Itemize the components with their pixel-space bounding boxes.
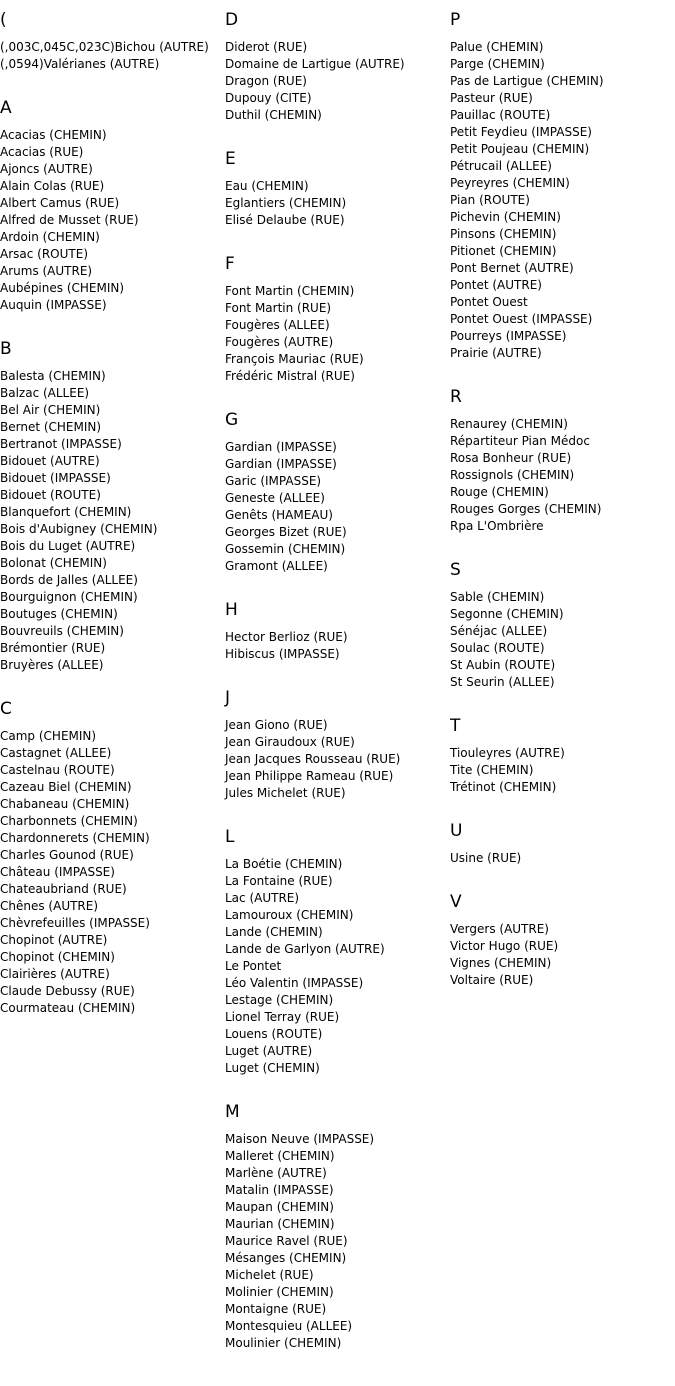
street-link[interactable]: Pichevin (CHEMIN): [450, 210, 561, 224]
street-link[interactable]: Genêts (HAMEAU): [225, 508, 333, 522]
street-link[interactable]: François Mauriac (RUE): [225, 352, 364, 366]
street-link[interactable]: Maurice Ravel (RUE): [225, 1234, 348, 1248]
street-link[interactable]: Pasteur (RUE): [450, 91, 533, 105]
street-link[interactable]: Prairie (AUTRE): [450, 346, 542, 360]
street-link[interactable]: Georges Bizet (RUE): [225, 525, 347, 539]
section-letter-heading: F: [225, 254, 235, 274]
street-link[interactable]: Michelet (RUE): [225, 1268, 314, 1282]
section-letter-heading: (: [0, 10, 7, 30]
letter-section: [225, 253, 450, 385]
street-link[interactable]: Tiouleyres (AUTRE): [450, 746, 565, 760]
street-link[interactable]: Alfred de Musset (RUE): [0, 213, 139, 227]
section-letter-heading: T: [450, 716, 461, 736]
street-link[interactable]: Ardoin (CHEMIN): [0, 230, 100, 244]
section-letter-heading: V: [450, 892, 462, 912]
street-link[interactable]: Pont Bernet (AUTRE): [450, 261, 574, 275]
street-link[interactable]: Usine (RUE): [450, 851, 522, 865]
letter-section: [450, 9, 675, 362]
street-link[interactable]: Charbonnets (CHEMIN): [0, 814, 138, 828]
street-link[interactable]: Geneste (ALLEE): [225, 491, 325, 505]
index-column-3: [450, 9, 675, 1013]
street-link[interactable]: Bel Air (CHEMIN): [0, 403, 101, 417]
street-link[interactable]: Courmateau (CHEMIN): [0, 1001, 136, 1015]
street-link[interactable]: Dragon (RUE): [225, 74, 307, 88]
letter-section: [0, 9, 225, 73]
street-link[interactable]: Bidouet (ROUTE): [0, 488, 101, 502]
street-link[interactable]: Font Martin (RUE): [225, 301, 332, 315]
street-link[interactable]: Maupan (CHEMIN): [225, 1200, 334, 1214]
street-link[interactable]: Hibiscus (IMPASSE): [225, 647, 340, 661]
street-link[interactable]: Ajoncs (AUTRE): [0, 162, 93, 176]
street-link[interactable]: Fougères (ALLEE): [225, 318, 330, 332]
street-link[interactable]: Chabaneau (CHEMIN): [0, 797, 130, 811]
street-link[interactable]: La Fontaine (RUE): [225, 874, 333, 888]
street-link[interactable]: Brémontier (RUE): [0, 641, 106, 655]
street-link[interactable]: Boutuges (CHEMIN): [0, 607, 118, 621]
street-link[interactable]: Claude Debussy (RUE): [0, 984, 135, 998]
street-link[interactable]: Luget (AUTRE): [225, 1044, 313, 1058]
street-link[interactable]: La Boétie (CHEMIN): [225, 857, 343, 871]
section-letter-heading: B: [0, 339, 12, 359]
street-link[interactable]: Soulac (ROUTE): [450, 641, 545, 655]
street-link[interactable]: Gramont (ALLEE): [225, 559, 328, 573]
street-link[interactable]: Maurian (CHEMIN): [225, 1217, 335, 1231]
street-link[interactable]: Rosa Bonheur (RUE): [450, 451, 572, 465]
street-link[interactable]: Castagnet (ALLEE): [0, 746, 112, 760]
street-link[interactable]: Victor Hugo (RUE): [450, 939, 559, 953]
letter-section: [450, 559, 675, 691]
street-link[interactable]: Palue (CHEMIN): [450, 40, 544, 54]
street-link[interactable]: Trétinot (CHEMIN): [450, 780, 557, 794]
section-letter-heading: R: [450, 387, 462, 407]
street-link[interactable]: Eau (CHEMIN): [225, 179, 309, 193]
street-link[interactable]: Pétrucail (ALLEE): [450, 159, 552, 173]
street-link[interactable]: Léo Valentin (IMPASSE): [225, 976, 364, 990]
street-link[interactable]: Pauillac (ROUTE): [450, 108, 551, 122]
section-letter-heading: M: [225, 1102, 240, 1122]
section-letter-heading: S: [450, 560, 461, 580]
street-link[interactable]: Jean Philippe Rameau (RUE): [225, 769, 394, 783]
street-link[interactable]: Lionel Terray (RUE): [225, 1010, 340, 1024]
street-link[interactable]: Voltaire (RUE): [450, 973, 534, 987]
street-link[interactable]: Gossemin (CHEMIN): [225, 542, 346, 556]
street-link[interactable]: Pontet Ouest: [450, 295, 528, 309]
letter-section: [225, 826, 450, 1077]
street-link[interactable]: Auquin (IMPASSE): [0, 298, 107, 312]
street-link[interactable]: Chateaubriand (RUE): [0, 882, 127, 896]
index-column-2: [225, 9, 450, 1376]
street-link[interactable]: Clairières (AUTRE): [0, 967, 110, 981]
street-link[interactable]: (,003C,045C,023C)Bichou (AUTRE): [0, 40, 209, 54]
street-link[interactable]: Chopinot (AUTRE): [0, 933, 108, 947]
section-letter-heading: J: [225, 688, 231, 708]
section-letter-heading: G: [225, 410, 239, 430]
street-link[interactable]: Sénéjac (ALLEE): [450, 624, 548, 638]
street-link[interactable]: Arsac (ROUTE): [0, 247, 89, 261]
street-link[interactable]: Bords de Jalles (ALLEE): [0, 573, 138, 587]
street-link[interactable]: Pitionet (CHEMIN): [450, 244, 557, 258]
section-letter-heading: L: [225, 827, 235, 847]
street-link[interactable]: St Seurin (ALLEE): [450, 675, 555, 689]
street-link[interactable]: Balzac (ALLEE): [0, 386, 90, 400]
street-link[interactable]: Répartiteur Pian Médoc: [450, 434, 590, 448]
letter-section: [450, 386, 675, 535]
street-link[interactable]: Alain Colas (RUE): [0, 179, 105, 193]
street-link[interactable]: Vergers (AUTRE): [450, 922, 549, 936]
street-link[interactable]: Arums (AUTRE): [0, 264, 93, 278]
street-link[interactable]: Bouvreuils (CHEMIN): [0, 624, 124, 638]
street-link[interactable]: Pontet Ouest (IMPASSE): [450, 312, 593, 326]
street-link[interactable]: Lamouroux (CHEMIN): [225, 908, 354, 922]
street-link[interactable]: Chèvrefeuilles (IMPASSE): [0, 916, 150, 930]
street-link[interactable]: Pinsons (CHEMIN): [450, 227, 557, 241]
street-link[interactable]: Acacias (RUE): [0, 145, 84, 159]
street-link[interactable]: Frédéric Mistral (RUE): [225, 369, 355, 383]
street-link[interactable]: Bertranot (IMPASSE): [0, 437, 122, 451]
street-link[interactable]: Maison Neuve (IMPASSE): [225, 1132, 375, 1146]
section-letter-heading: E: [225, 149, 236, 169]
section-letter-heading: H: [225, 600, 238, 620]
street-link[interactable]: Jean Giono (RUE): [225, 718, 328, 732]
street-link[interactable]: Chopinot (CHEMIN): [0, 950, 115, 964]
index-column-1: [0, 9, 225, 1041]
street-link[interactable]: Cazeau Biel (CHEMIN): [0, 780, 132, 794]
street-link[interactable]: Aubépines (CHEMIN): [0, 281, 125, 295]
street-link[interactable]: Le Pontet: [225, 959, 282, 973]
street-link[interactable]: Albert Camus (RUE): [0, 196, 120, 210]
letter-section: [0, 338, 225, 674]
street-link[interactable]: Castelnau (ROUTE): [0, 763, 115, 777]
street-link[interactable]: Fougères (AUTRE): [225, 335, 334, 349]
street-link[interactable]: Acacias (CHEMIN): [0, 128, 107, 142]
letter-section: [0, 698, 225, 1017]
street-link[interactable]: (,0594)Valérianes (AUTRE): [0, 57, 160, 71]
letter-section: [225, 1101, 450, 1352]
letter-section: [225, 148, 450, 229]
street-link[interactable]: Montaigne (RUE): [225, 1302, 327, 1316]
street-link[interactable]: Molinier (CHEMIN): [225, 1285, 334, 1299]
street-link[interactable]: Garic (IMPASSE): [225, 474, 322, 488]
street-link[interactable]: Peyreyres (CHEMIN): [450, 176, 570, 190]
street-link[interactable]: Lac (AUTRE): [225, 891, 300, 905]
street-link[interactable]: Font Martin (CHEMIN): [225, 284, 355, 298]
street-link[interactable]: Balesta (CHEMIN): [0, 369, 106, 383]
street-link[interactable]: Château (IMPASSE): [0, 865, 115, 879]
street-link[interactable]: St Aubin (ROUTE): [450, 658, 556, 672]
street-link[interactable]: Vignes (CHEMIN): [450, 956, 552, 970]
street-link[interactable]: Mésanges (CHEMIN): [225, 1251, 347, 1265]
street-link[interactable]: Lande (CHEMIN): [225, 925, 323, 939]
street-link[interactable]: Parge (CHEMIN): [450, 57, 545, 71]
street-link[interactable]: Rouges Gorges (CHEMIN): [450, 502, 602, 516]
street-link[interactable]: Domaine de Lartigue (AUTRE): [225, 57, 405, 71]
street-link[interactable]: Rossignols (CHEMIN): [450, 468, 575, 482]
street-link[interactable]: Jean Jacques Rousseau (RUE): [225, 752, 401, 766]
street-link[interactable]: Bruyères (ALLEE): [0, 658, 104, 672]
street-link[interactable]: Gardian (IMPASSE): [225, 457, 337, 471]
street-link[interactable]: Dupouy (CITE): [225, 91, 312, 105]
street-link[interactable]: Louens (ROUTE): [225, 1027, 323, 1041]
street-link[interactable]: Hector Berlioz (RUE): [225, 630, 348, 644]
letter-section: [450, 715, 675, 796]
street-link[interactable]: Montesquieu (ALLEE): [225, 1319, 353, 1333]
street-link[interactable]: Pontet (AUTRE): [450, 278, 542, 292]
letter-section: [225, 409, 450, 575]
street-link[interactable]: Malleret (CHEMIN): [225, 1149, 335, 1163]
street-link[interactable]: Luget (CHEMIN): [225, 1061, 320, 1075]
street-link[interactable]: Marlène (AUTRE): [225, 1166, 327, 1180]
street-link[interactable]: Bidouet (AUTRE): [0, 454, 100, 468]
street-link[interactable]: Blanquefort (CHEMIN): [0, 505, 132, 519]
street-link[interactable]: Matalin (IMPASSE): [225, 1183, 334, 1197]
street-link[interactable]: Chênes (AUTRE): [0, 899, 99, 913]
street-link[interactable]: Gardian (IMPASSE): [225, 440, 337, 454]
street-link[interactable]: Petit Poujeau (CHEMIN): [450, 142, 590, 156]
street-link[interactable]: Charles Gounod (RUE): [0, 848, 134, 862]
street-link[interactable]: Rpa L'Ombrière: [450, 519, 544, 533]
letter-section: [225, 9, 450, 124]
section-letter-heading: A: [0, 98, 12, 118]
street-link[interactable]: Bolonat (CHEMIN): [0, 556, 107, 570]
street-link[interactable]: Bourguignon (CHEMIN): [0, 590, 138, 604]
street-link[interactable]: Lande de Garlyon (AUTRE): [225, 942, 385, 956]
street-link[interactable]: Duthil (CHEMIN): [225, 108, 322, 122]
letter-section: [450, 820, 675, 867]
street-link[interactable]: Petit Feydieu (IMPASSE): [450, 125, 592, 139]
street-link[interactable]: Bois du Luget (AUTRE): [0, 539, 136, 553]
section-letter-heading: D: [225, 10, 239, 30]
street-link[interactable]: Jules Michelet (RUE): [225, 786, 346, 800]
letter-section: [0, 97, 225, 314]
street-link[interactable]: Bois d'Aubigney (CHEMIN): [0, 522, 158, 536]
street-link[interactable]: Pian (ROUTE): [450, 193, 530, 207]
street-link[interactable]: Chardonnerets (CHEMIN): [0, 831, 150, 845]
street-link[interactable]: Rouge (CHEMIN): [450, 485, 549, 499]
street-link[interactable]: Diderot (RUE): [225, 40, 308, 54]
street-link[interactable]: Bernet (CHEMIN): [0, 420, 102, 434]
street-link[interactable]: Eglantiers (CHEMIN): [225, 196, 347, 210]
street-link[interactable]: Renaurey (CHEMIN): [450, 417, 568, 431]
street-link[interactable]: Camp (CHEMIN): [0, 729, 97, 743]
street-link[interactable]: Lestage (CHEMIN): [225, 993, 334, 1007]
section-letter-heading: P: [450, 10, 461, 30]
street-link[interactable]: Tite (CHEMIN): [450, 763, 534, 777]
street-link[interactable]: Bidouet (IMPASSE): [0, 471, 111, 485]
section-letter-heading: C: [0, 699, 12, 719]
street-link[interactable]: Pas de Lartigue (CHEMIN): [450, 74, 604, 88]
letter-section: [450, 891, 675, 989]
section-letter-heading: U: [450, 821, 463, 841]
street-link[interactable]: Segonne (CHEMIN): [450, 607, 564, 621]
letter-section: [225, 687, 450, 802]
street-link[interactable]: Jean Giraudoux (RUE): [225, 735, 355, 749]
street-link[interactable]: Sable (CHEMIN): [450, 590, 545, 604]
street-link[interactable]: Pourreys (IMPASSE): [450, 329, 567, 343]
street-link[interactable]: Elisé Delaube (RUE): [225, 213, 345, 227]
letter-section: [225, 599, 450, 663]
street-link[interactable]: Moulinier (CHEMIN): [225, 1336, 342, 1350]
